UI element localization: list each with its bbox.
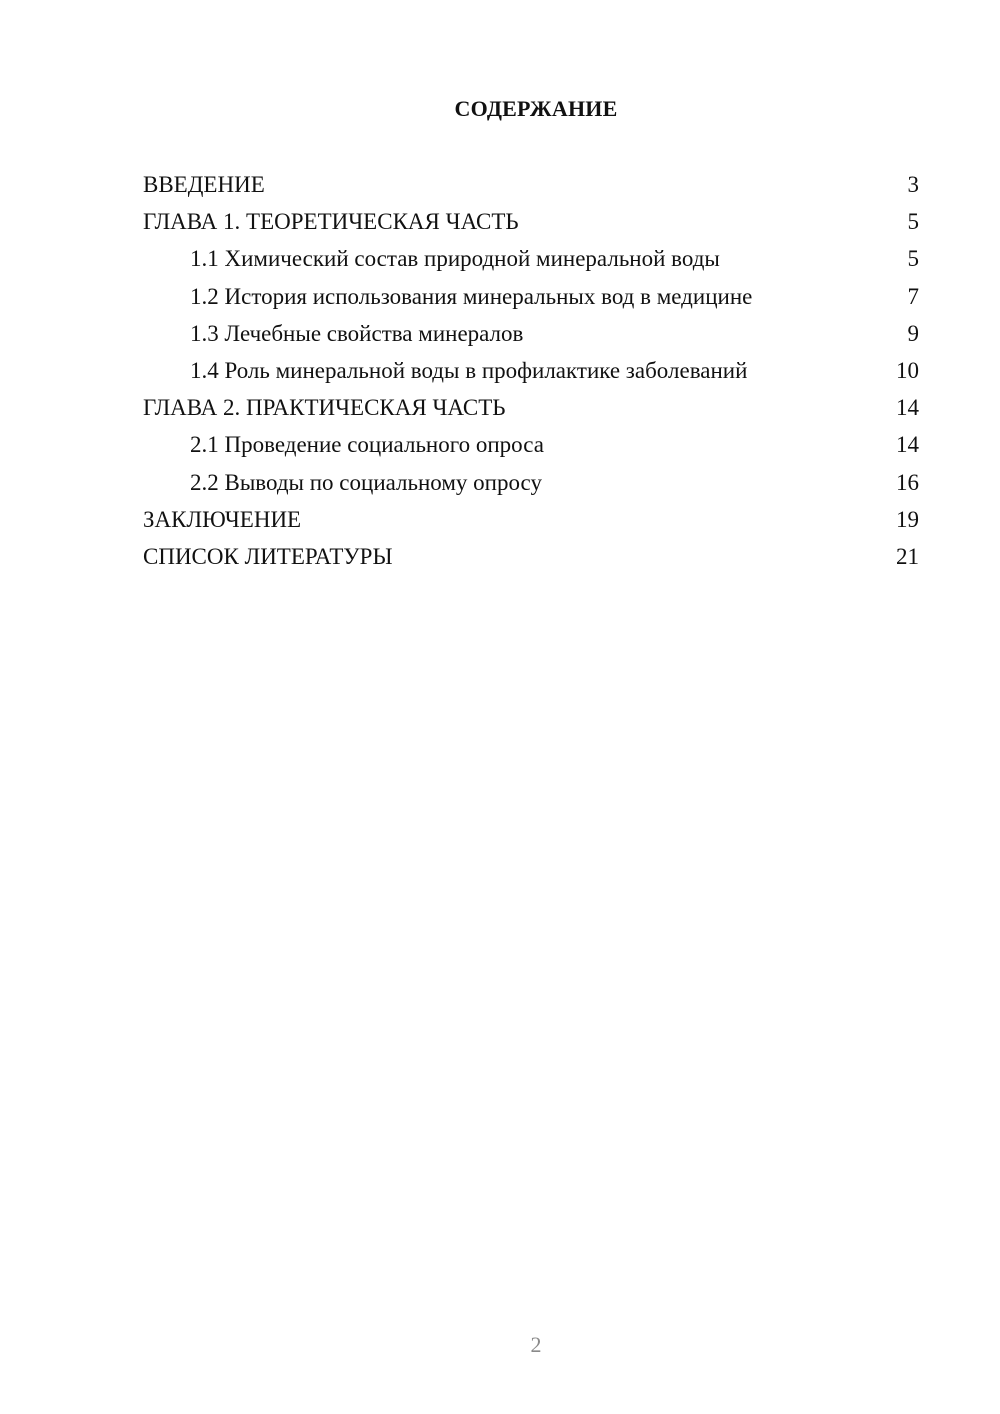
toc-entry-section-1-3[interactable] [143, 315, 919, 352]
toc-entry-page: 21 [896, 543, 919, 569]
toc-entry-label: 1.3 Лечебные свойства минералов [190, 320, 524, 346]
toc-entry-page: 14 [896, 395, 919, 421]
toc-title: СОДЕРЖАНИЕ [454, 96, 618, 121]
toc-entry-section-2-2[interactable] [143, 464, 919, 501]
toc-entry-page: 19 [896, 506, 919, 532]
toc-entry-label: 1.4 Роль минеральной воды в профилактике заболеваний [190, 357, 748, 383]
toc-entry-introduction[interactable] [143, 166, 919, 203]
toc-entry-page: 5 [907, 246, 919, 272]
toc-entry-page: 3 [907, 172, 919, 197]
toc-entry-conclusion[interactable] [143, 501, 919, 538]
toc-entry-label: 1.1 Химический состав природной минеральной воды [190, 246, 720, 272]
page-number: 2 [530, 1332, 542, 1357]
toc-entry-page: 7 [907, 283, 919, 309]
toc-entry-section-1-1[interactable] [143, 240, 919, 277]
toc-entry-label: ГЛАВА 2. ПРАКТИЧЕСКАЯ ЧАСТЬ [143, 395, 506, 421]
toc-entry-label: ЗАКЛЮЧЕНИЕ [143, 506, 302, 532]
toc-entry-label: ВВЕДЕНИЕ [143, 172, 265, 197]
toc-entry-page: 5 [907, 209, 919, 235]
toc-entry-section-2-1[interactable] [143, 426, 919, 463]
toc-entry-page: 10 [896, 357, 919, 383]
toc-entry-chapter-2[interactable] [143, 389, 919, 426]
toc-entry-label: 2.2 Выводы по социальному опросу [190, 469, 542, 495]
toc-entry-chapter-1[interactable] [143, 203, 919, 240]
toc-entry-section-1-4[interactable] [143, 352, 919, 389]
toc-entry-label: ГЛАВА 1. ТЕОРЕТИЧЕСКАЯ ЧАСТЬ [143, 209, 519, 235]
toc-entry-references[interactable] [143, 538, 919, 575]
toc-entry-label: 1.2 История использования минеральных вод в медицине [190, 283, 753, 309]
toc-entry-page: 14 [896, 432, 919, 458]
toc-entry-label: СПИСОК ЛИТЕРАТУРЫ [143, 543, 393, 569]
toc-entry-section-1-2[interactable] [143, 278, 919, 315]
toc-entry-label: 2.1 Проведение социального опроса [190, 432, 544, 458]
toc-entry-page: 9 [907, 320, 919, 346]
toc-entry-page: 16 [896, 469, 919, 495]
table-of-contents [143, 166, 919, 575]
